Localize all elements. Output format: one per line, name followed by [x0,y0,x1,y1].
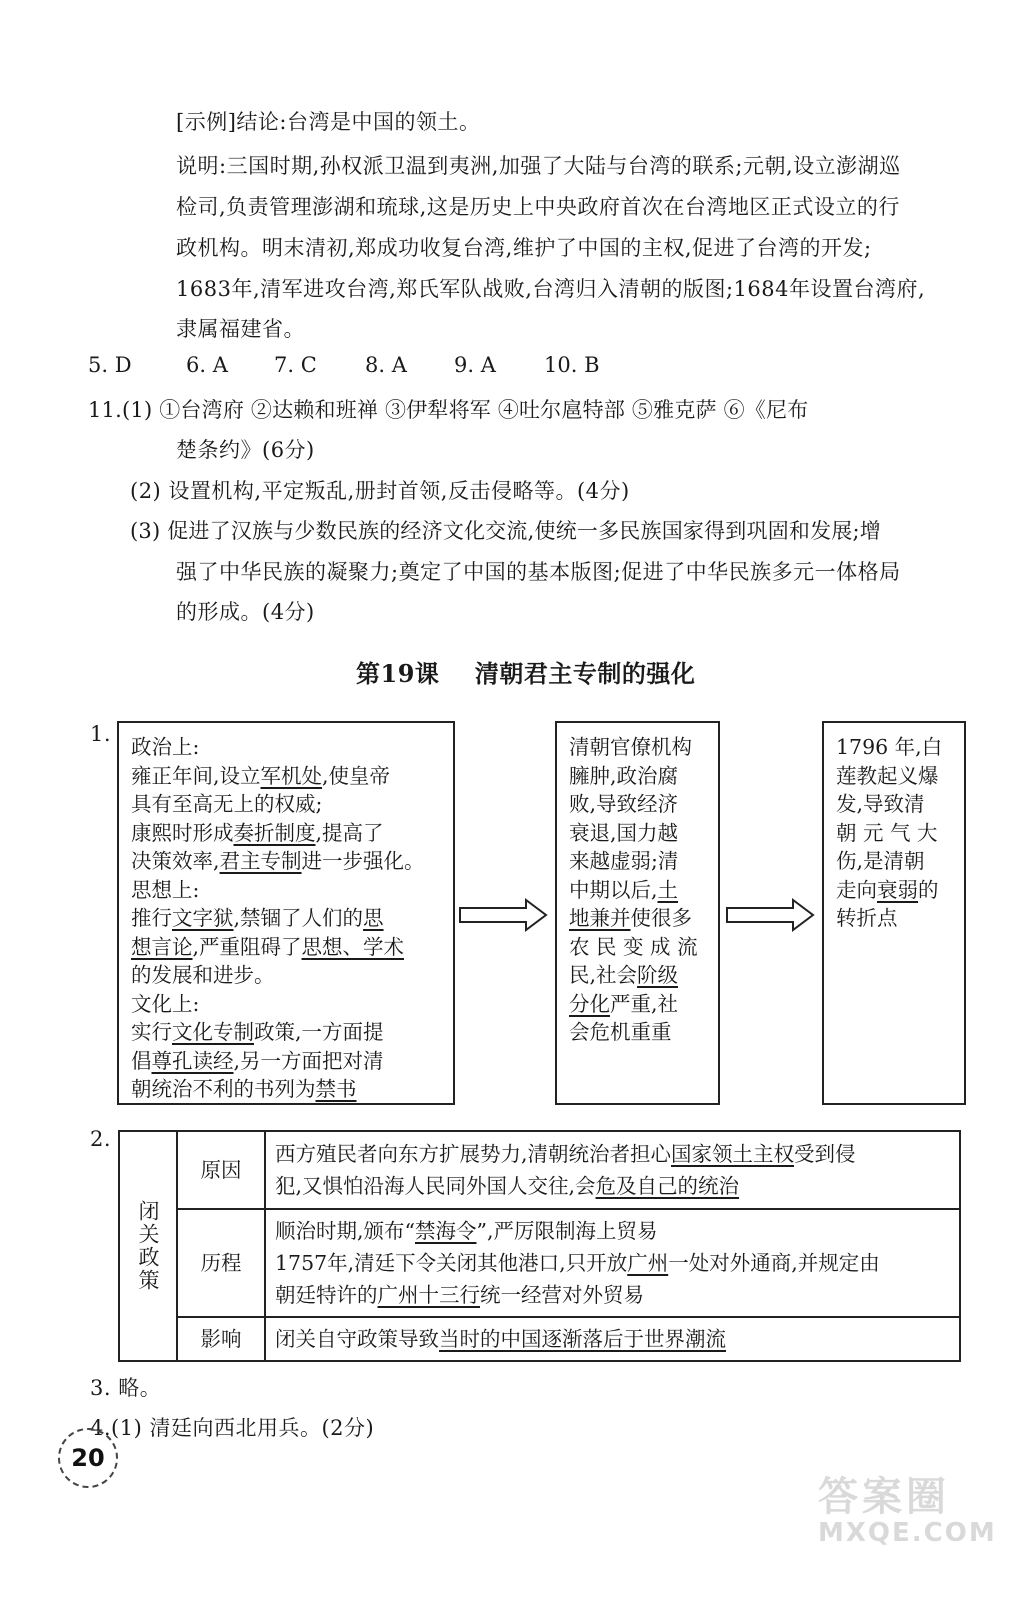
box1-line: 文化上: [131,991,200,1016]
policy-title: 闭关政策 [136,1200,160,1292]
watermark-top: 答案圈 [818,1474,950,1520]
q11-part1-line2: 楚条约》(6分) [176,438,315,462]
box3-line: 伤,是清朝 [836,849,925,873]
box2-line: 分化严重,社 [569,991,679,1016]
box3-line: 转折点 [836,906,898,930]
box1-line: 倡尊孔读经,另一方面把对清 [131,1048,384,1073]
box3-line: 走向衰弱的 [836,877,939,902]
q1-box-political-cultural [117,721,455,1105]
q1-box-social-crisis [555,721,720,1105]
box2-line: 败,导致经济 [569,792,679,816]
q11-part3-line3: 的形成。(4分) [176,600,315,624]
q4-answer: 4.(1) 清廷向西北用兵。(2分) [90,1416,375,1440]
box2-line: 民,社会阶级 [569,963,679,987]
impact-content: 闭关自守政策导致当时的中国逐渐落后于世界潮流 [265,1317,960,1361]
box2-line: 来越虚弱;清 [569,849,679,873]
q11-part3-line1: (3) 促进了汉族与少数民族的经济文化交流,使统一多民族国家得到巩固和发展;增 [130,519,881,543]
q11-part1-line1: 11.(1) ①台湾府 ②达赖和班禅 ③伊犁将军 ④吐尔扈特部 ⑤雅克萨 ⑥《尼布 [88,398,809,422]
impact-label: 影响 [177,1317,265,1361]
box2-line: 中期以后,土 [569,877,679,902]
explanation-line-4: 1683年,清军进攻台湾,郑氏军队战败,台湾归入清朝的版图;1684年设置台湾府, [176,277,926,301]
box3-line: 莲教起义爆 [836,763,939,788]
q1-box-turning-point [822,721,966,1105]
cause-label: 原因 [177,1131,265,1209]
q3-answer: 3. 略。 [90,1376,162,1400]
choice-9: 9. A [454,353,496,377]
box1-line: 实行文化专制政策,一方面提 [131,1020,384,1044]
box2-line: 会危机重重 [569,1020,672,1044]
box3-line: 发,导致清 [836,792,925,816]
box3-line: 1796 年,白 [836,735,943,759]
q2-number: 2. [90,1127,112,1151]
box2-line: 臃肿,政治腐 [569,763,679,788]
explanation-line-2: 检司,负责管理澎湖和琉球,这是历史上中央政府首次在台湾地区正式设立的行 [176,195,900,219]
choice-10: 10. B [544,353,600,377]
box2-line: 地兼并使很多 [569,906,692,930]
box3-line: 朝 元 气 大 [836,820,938,845]
explanation-line-3: 政机构。明末清初,郑成功收复台湾,维护了中国的主权,促进了台湾的开发; [176,236,872,260]
box1-line: 思想上: [131,877,200,902]
process-content: 顺治时期,颁布“禁海令”,严厉限制海上贸易 1757年,清廷下令关闭其他港口,只开放广州一处对外通商,并规定由 朝廷特许的广州十三行统一经营对外贸易 [265,1209,960,1317]
page-number: 20 [58,1428,118,1488]
watermark-bottom: MXQE.COM [818,1518,997,1548]
closed-door-policy-table [118,1130,961,1362]
lesson-title: 第19课 清朝君主专制的强化 [356,659,696,688]
explanation-line-5: 隶属福建省。 [176,317,305,341]
box1-line: 雍正年间,设立军机处,使皇帝 [131,763,391,788]
watermark-logo [818,1465,997,1548]
box2-line: 清朝官僚机构 [569,735,692,759]
box1-line: 政治上: [131,735,200,759]
policy-header-cell [119,1131,177,1361]
box1-line: 康熙时形成奏折制度,提高了 [131,820,384,845]
choice-5: 5. D [88,353,132,377]
box1-line: 推行文字狱,禁锢了人们的思 [131,906,384,930]
explanation-line-1: 说明:三国时期,孙权派卫温到夷洲,加强了大陆与台湾的联系;元朝,设立澎湖巡 [176,154,901,178]
right-arrow-icon [458,898,550,932]
box1-line: 的发展和进步。 [131,963,275,987]
process-label: 历程 [177,1209,265,1317]
q11-part3-line2: 强了中华民族的凝聚力;奠定了中国的基本版图;促进了中华民族多元一体格局 [176,560,901,584]
q11-part2: (2) 设置机构,平定叛乱,册封首领,反击侵略等。(4分) [130,479,630,503]
box1-line: 朝统治不利的书列为禁书 [131,1077,357,1101]
box2-line: 衰退,国力越 [569,820,679,845]
box1-line: 具有至高无上的权威; [131,792,323,816]
box2-line: 农 民 变 成 流 [569,934,698,959]
example-conclusion: [示例]结论:台湾是中国的领土。 [176,110,481,134]
q1-number: 1. [90,722,112,746]
box1-line: 决策效率,君主专制进一步强化。 [131,849,425,873]
right-arrow-icon [725,898,817,932]
cause-content: 西方殖民者向东方扩展势力,清朝统治者担心国家领土主权受到侵 犯,又惧怕沿海人民同外国人交往,会危及自己的统治 [265,1131,960,1209]
choice-7: 7. C [274,353,317,377]
choice-8: 8. A [365,353,407,377]
choice-6: 6. A [186,353,228,377]
box1-line: 想言论,严重阻碍了思想、学术 [131,934,405,959]
